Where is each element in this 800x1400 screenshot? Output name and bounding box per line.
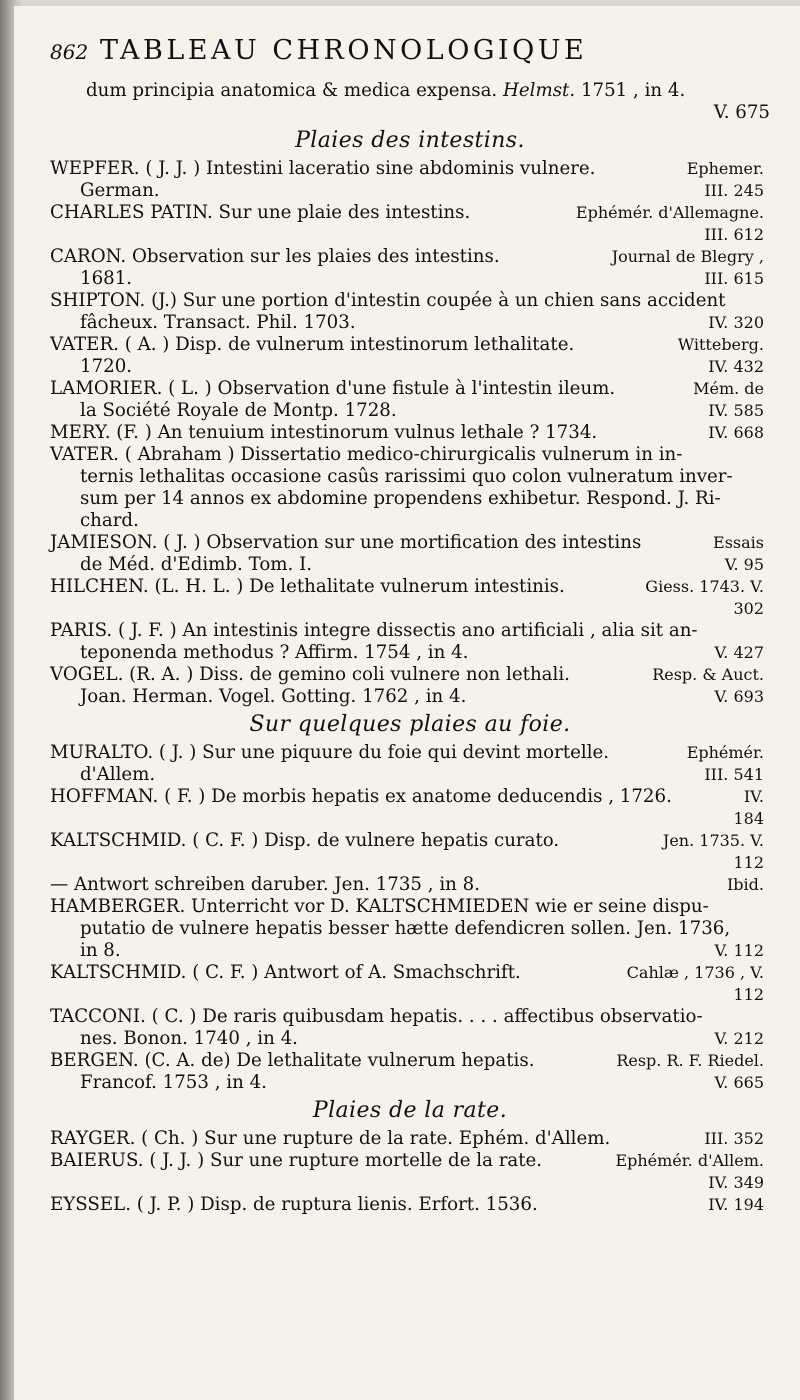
section-title: Plaies de la rate.	[312, 1098, 508, 1123]
continued-entry	[50, 80, 770, 102]
continued-vol: V. 675	[713, 102, 770, 123]
entry-text: EYSSEL. ( J. P. ) Disp. de ruptura lienis. Erfort. 1536.	[50, 1194, 538, 1215]
entry-text: LAMORIER. ( L. ) Observation d'une fistule à l'intestin ileum.	[50, 378, 616, 399]
entry-text: Joan. Herman. Vogel. Gotting. 1762 , in 4.	[80, 686, 467, 707]
bibliography-entry	[50, 786, 770, 830]
entry-reference: III. 245	[704, 181, 764, 200]
entry-line	[50, 1128, 770, 1150]
entry-text: VATER. ( Abraham ) Dissertatio medico-chirurgicalis vulnerum in in-	[50, 444, 683, 465]
bibliography-entry	[50, 1050, 770, 1094]
entry-text: VATER. ( A. ) Disp. de vulnerum intestinorum lethalitate.	[50, 334, 575, 355]
continued-text: dum principia anatomica & medica expensa.	[86, 80, 498, 101]
page-content	[50, 35, 770, 1216]
entry-reference: V. 212	[714, 1029, 764, 1048]
section-title: Sur quelques plaies au foie.	[249, 712, 571, 737]
entry-reference: Resp. & Auct.	[652, 665, 764, 684]
entry-reference: Ephemer.	[686, 159, 764, 178]
entry-line	[50, 664, 770, 686]
entry-reference: 184	[733, 809, 764, 828]
bibliography-entry	[50, 202, 770, 246]
entry-text: TACCONI. ( C. ) De raris quibusdam hepatis. . . . affectibus observatio-	[50, 1006, 703, 1027]
entry-text: KALTSCHMID. ( C. F. ) Disp. de vulnere hepatis curato.	[50, 830, 560, 851]
bibliography-entry	[50, 334, 770, 378]
entry-text: fâcheux. Transact. Phil. 1703.	[80, 312, 356, 333]
entry-reference: IV. 432	[708, 357, 764, 376]
entry-line	[50, 400, 770, 422]
entry-reference: Giess. 1743. V.	[645, 577, 764, 596]
entry-reference: Ephémér. d'Allem.	[615, 1151, 764, 1170]
entry-text: CHARLES PATIN. Sur une plaie des intestins.	[50, 202, 471, 223]
entry-reference: IV. 320	[708, 313, 764, 332]
entry-line	[50, 466, 770, 488]
entry-reference: V. 693	[714, 687, 764, 706]
entry-line	[50, 378, 770, 400]
bibliography-entry	[50, 158, 770, 202]
entry-line	[50, 224, 770, 246]
entry-text: teponenda methodus ? Affirm. 1754 , in 4.	[80, 642, 469, 663]
entry-text: HOFFMAN. ( F. ) De morbis hepatis ex anatome deducendis , 1726.	[50, 786, 672, 807]
entry-reference: Ephémér.	[686, 743, 764, 762]
entry-text: HAMBERGER. Unterricht vor D. KALTSCHMIEDEN wie er seine dispu-	[50, 896, 709, 917]
bibliography-entry	[50, 1006, 770, 1050]
bibliography-entry	[50, 378, 770, 422]
entry-line	[50, 334, 770, 356]
continued-place: Helmst.	[503, 80, 576, 101]
entry-text: in 8.	[80, 940, 121, 961]
entry-line	[50, 742, 770, 764]
entry-line	[50, 444, 770, 466]
entry-line	[50, 852, 770, 874]
entry-reference: Cahlæ , 1736 , V.	[626, 963, 764, 982]
entry-reference: III. 541	[704, 765, 764, 784]
entry-line	[50, 1072, 770, 1094]
entry-text: chard.	[80, 510, 139, 531]
entry-reference: Resp. R. F. Riedel.	[616, 1051, 764, 1070]
entry-reference: IV. 585	[708, 401, 764, 420]
entry-reference: IV. 668	[708, 423, 764, 442]
entry-line	[50, 786, 770, 808]
running-title: TABLEAU CHRONOLOGIQUE	[100, 35, 588, 66]
continued-vol-line	[50, 102, 770, 124]
bibliography-entry	[50, 422, 770, 444]
entry-text: HILCHEN. (L. H. L. ) De lethalitate vulnerum intestinis.	[50, 576, 565, 597]
bibliography-entry	[50, 1150, 770, 1194]
bibliography-entry	[50, 896, 770, 962]
entry-reference: IV. 349	[708, 1173, 764, 1192]
entry-text: ternis lethalitas occasione casûs rarissimi quo colon vulneratum inver-	[80, 466, 733, 487]
entry-line	[50, 1150, 770, 1172]
entry-line	[50, 202, 770, 224]
entry-reference: V. 112	[714, 941, 764, 960]
entry-text: putatio de vulnere hepatis besser hætte defendicren sollen. Jen. 1736,	[80, 918, 731, 939]
entry-text: d'Allem.	[80, 764, 156, 785]
bibliography-entry	[50, 1194, 770, 1216]
entry-text: KALTSCHMID. ( C. F. ) Antwort of A. Smachschrift.	[50, 962, 521, 983]
entry-reference: V. 427	[714, 643, 764, 662]
entry-line	[50, 290, 770, 312]
entry-line	[50, 488, 770, 510]
entry-text: 1720.	[80, 356, 133, 377]
entry-line	[50, 620, 770, 642]
entry-line	[50, 1006, 770, 1028]
entry-line	[50, 962, 770, 984]
bibliography-entry	[50, 874, 770, 896]
entry-text: MERY. (F. ) An tenuium intestinorum vulnus lethale ? 1734.	[50, 422, 598, 443]
entry-line	[50, 1050, 770, 1072]
entry-line	[50, 268, 770, 290]
entry-text: RAYGER. ( Ch. ) Sur une rupture de la rate. Ephém. d'Allem.	[50, 1128, 611, 1149]
entry-reference: III. 612	[704, 225, 764, 244]
entry-reference: IV.	[743, 787, 764, 806]
entry-text: CARON. Observation sur les plaies des intestins.	[50, 246, 500, 267]
entry-text: — Antwort schreiben daruber. Jen. 1735 , in 8.	[50, 874, 481, 895]
bibliography-entry	[50, 962, 770, 1006]
entry-reference: IV. 194	[708, 1195, 764, 1214]
entry-reference: Witteberg.	[677, 335, 764, 354]
bibliography-entry	[50, 444, 770, 532]
entry-reference: III. 615	[704, 269, 764, 288]
entry-line	[50, 532, 770, 554]
entry-line	[50, 422, 770, 444]
bibliography-entry	[50, 830, 770, 874]
entry-line	[50, 642, 770, 664]
entry-reference: 302	[733, 599, 764, 618]
entry-line	[50, 312, 770, 334]
bibliography-entry	[50, 620, 770, 664]
entry-line	[50, 764, 770, 786]
entry-line	[50, 180, 770, 202]
entry-reference: V. 95	[724, 555, 764, 574]
bibliography-entry	[50, 290, 770, 334]
bibliography-entry	[50, 664, 770, 708]
entry-line	[50, 1172, 770, 1194]
entry-text: MURALTO. ( J. ) Sur une piquure du foie qui devint mortelle.	[50, 742, 610, 763]
entry-reference: 112	[733, 853, 764, 872]
entry-reference: 112	[733, 985, 764, 1004]
page-number: 862	[50, 40, 89, 64]
entry-reference: Essais	[713, 533, 764, 552]
entry-text: nes. Bonon. 1740 , in 4.	[80, 1028, 298, 1049]
entry-reference: V. 665	[714, 1073, 764, 1092]
running-header	[50, 35, 770, 80]
entry-line	[50, 158, 770, 180]
entry-reference: Jen. 1735. V.	[662, 831, 764, 850]
entry-text: BAIERUS. ( J. J. ) Sur une rupture mortelle de la rate.	[50, 1150, 543, 1171]
bibliography-entry	[50, 246, 770, 290]
bibliography-entry	[50, 742, 770, 786]
entry-line	[50, 918, 770, 940]
entry-line	[50, 554, 770, 576]
entry-text: la Société Royale de Montp. 1728.	[80, 400, 397, 421]
bibliography-entry	[50, 576, 770, 620]
bibliography-entry	[50, 1128, 770, 1150]
entry-line	[50, 576, 770, 598]
entry-text: BERGEN. (C. A. de) De lethalitate vulnerum hepatis.	[50, 1050, 535, 1071]
entry-text: de Méd. d'Edimb. Tom. I.	[80, 554, 313, 575]
section-title: Plaies des intestins.	[295, 128, 525, 153]
entry-line	[50, 808, 770, 830]
entry-text: sum per 14 annos ex abdomine propendens exhibetur. Respond. J. Ri-	[80, 488, 721, 509]
entry-reference: Ephémér. d'Allemagne.	[575, 203, 764, 222]
entry-text: German.	[80, 180, 160, 201]
entry-line	[50, 356, 770, 378]
entry-line	[50, 830, 770, 852]
entry-line	[50, 1194, 770, 1216]
entry-line	[50, 246, 770, 268]
entry-text: 1681.	[80, 268, 133, 289]
entry-line	[50, 598, 770, 620]
entry-text: SHIPTON. (J.) Sur une portion d'intestin coupée à un chien sans accident	[50, 290, 726, 311]
entry-line	[50, 940, 770, 962]
sections	[50, 124, 770, 1216]
entry-line	[50, 984, 770, 1006]
entry-reference: Ibid.	[726, 875, 764, 894]
continued-year: 1751 , in 4.	[580, 80, 686, 101]
entry-reference: III. 352	[704, 1129, 764, 1148]
entry-line	[50, 686, 770, 708]
entry-line	[50, 1028, 770, 1050]
entry-line	[50, 510, 770, 532]
bibliography-entry	[50, 532, 770, 576]
entry-reference: Journal de Blegry ,	[611, 247, 764, 266]
entry-text: JAMIESON. ( J. ) Observation sur une mortification des intestins	[50, 532, 642, 553]
entry-text: PARIS. ( J. F. ) An intestinis integre dissectis ano artificiali , alia sit an-	[50, 620, 698, 641]
entry-text: VOGEL. (R. A. ) Diss. de gemino coli vulnere non lethali.	[50, 664, 570, 685]
entry-text: Francof. 1753 , in 4.	[80, 1072, 267, 1093]
entry-reference: Mém. de	[693, 379, 764, 398]
entry-line	[50, 874, 770, 896]
entry-line	[50, 896, 770, 918]
entry-text: WEPFER. ( J. J. ) Intestini laceratio sine abdominis vulnere.	[50, 158, 596, 179]
